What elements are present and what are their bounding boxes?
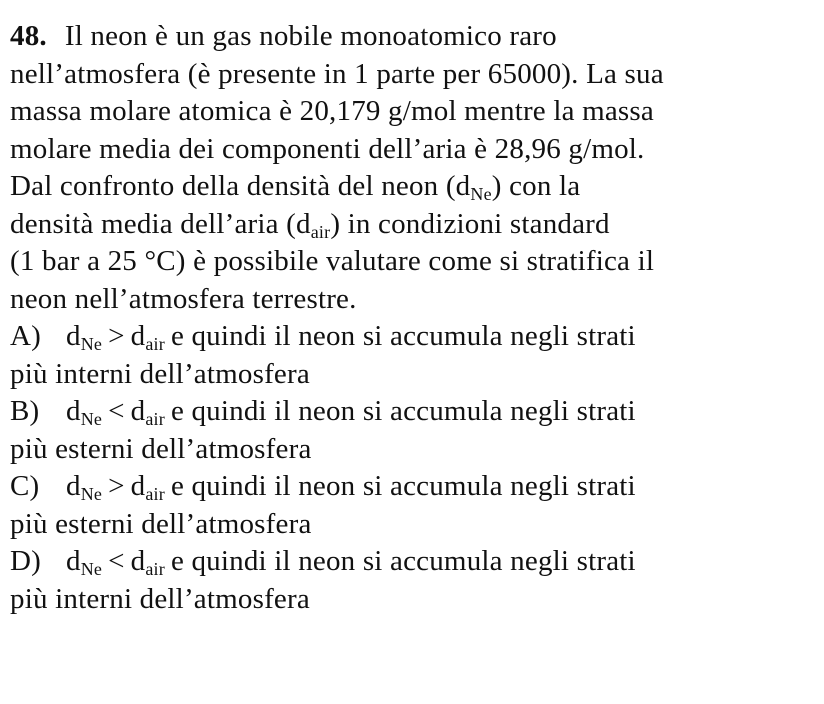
option-b-d1: d [66,395,81,427]
option-d-sub2: air [145,559,165,579]
option-c[interactable] [10,468,810,506]
option-a-text: e quindi il neon si accumula negli strati [170,320,636,352]
question-stem-text: Il neon è un gas nobile monoatomico raro [64,20,557,52]
option-a-line-2: più interni dell’atmosfera [10,357,310,390]
question-line-5 [10,168,810,206]
option-a-sub1: Ne [80,334,103,354]
option-a[interactable] [10,318,810,356]
option-b-sub1: Ne [80,409,103,429]
line5-sub: Ne [470,184,492,204]
line6-sub: air [310,221,331,242]
option-c-line-2: più esterni dell’atmosfera [10,507,312,540]
question-line-3: massa molare atomica è 20,179 g/mol mentre la massa [10,95,654,127]
question-line-8: neon nell’atmosfera terrestre. [10,282,357,315]
option-d-sub1: Ne [80,559,103,579]
option-c-letter: C) [10,470,40,502]
option-d[interactable] [10,543,810,581]
option-c-text: e quindi il neon si accumula negli strati [170,470,636,502]
option-a-operator: > [108,320,125,352]
option-b-operator: < [108,395,125,427]
question-number: 48. [10,20,47,52]
option-a-sub2: air [145,334,165,354]
option-c-operator: > [108,470,125,502]
option-b-sub2: air [145,409,165,429]
option-d-letter: D) [10,545,42,577]
question-line-1 [10,18,810,56]
line6-post: ) in condizioni standard [330,207,610,240]
option-d-text: e quindi il neon si accumula negli strati [170,545,636,577]
question-line-4: molare media dei componenti dell’aria è 28,96 g/mol. [10,132,645,165]
option-b[interactable] [10,393,810,431]
option-b-text: e quindi il neon si accumula negli strati [170,395,636,427]
line5-post: ) con la [491,170,581,202]
option-a-letter: A) [10,320,42,352]
option-b-d2: d [130,395,146,427]
option-d-d2: d [130,545,146,577]
line6-pre: densità media dell’aria (d [10,207,311,240]
line5-pre: Dal confronto della densità del neon (d [10,170,471,202]
option-a-d1: d [66,320,81,352]
option-d-d1: d [66,545,81,577]
option-d-line-2: più interni dell’atmosfera [10,582,310,615]
question-block [10,18,810,618]
option-a-d2: d [130,320,146,352]
option-d-operator: < [108,545,125,577]
option-c-d1: d [66,470,81,502]
option-b-line-2: più esterni dell’atmosfera [10,432,312,465]
option-b-letter: B) [10,395,40,427]
option-c-d2: d [130,470,146,502]
question-line-6 [10,206,810,244]
option-c-sub1: Ne [80,484,103,504]
option-c-sub2: air [145,484,165,504]
question-line-7: (1 bar a 25 °C) è possibile valutare come si stratifica il [10,245,655,277]
question-line-2: nell’atmosfera (è presente in 1 parte per 65000). La sua [10,57,664,90]
